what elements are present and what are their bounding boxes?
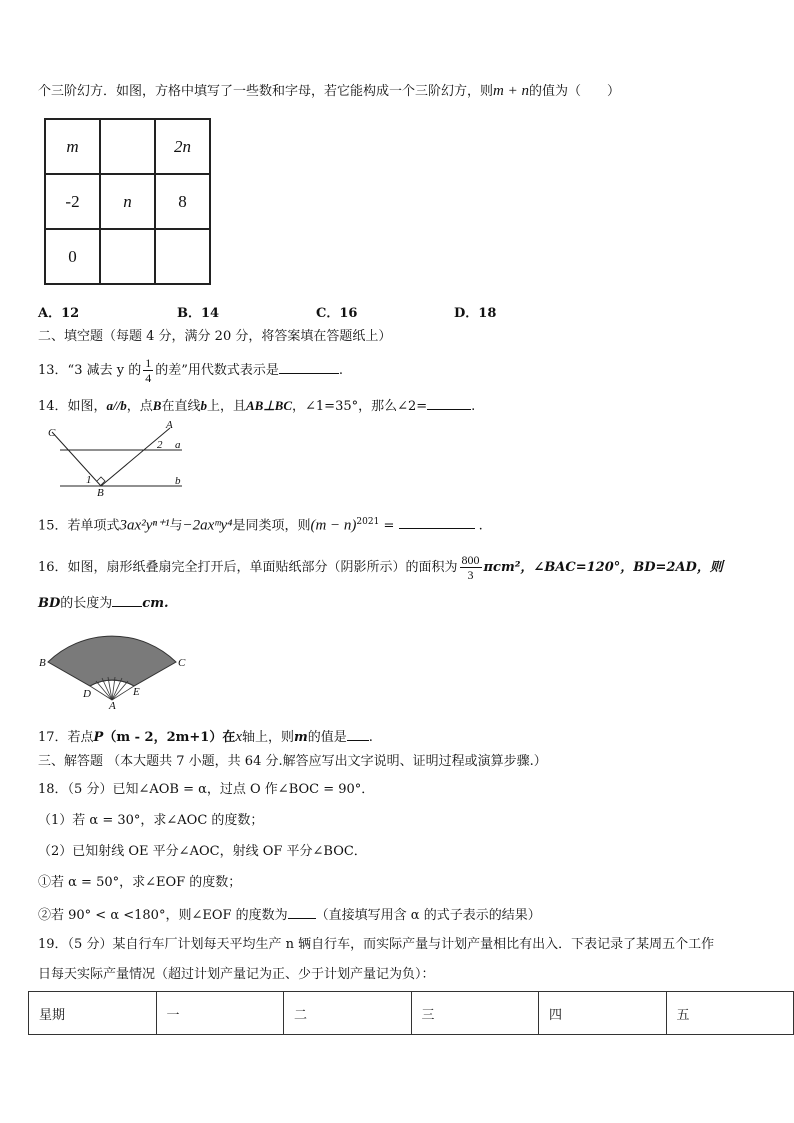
q13: 13．“3 减去 y 的 $\frac{1}{4}$ 的差”用代数式表示是 . — [38, 356, 343, 385]
q15-mid2: 是同类项，则 — [232, 518, 311, 534]
magic-cell — [100, 119, 155, 174]
q15-eq: = — [383, 518, 395, 534]
q17-point: （m - 2，2m+1）在 — [103, 730, 236, 745]
q18-line2: （1）若 α = 30°，求∠AOC 的度数； — [38, 813, 264, 828]
q18-line5a: ②若 90° < α <180°，则∠EOF 的度数为 — [38, 908, 288, 923]
q14-line-b: b — [200, 398, 207, 413]
magic-cell: m — [45, 119, 100, 174]
label-e: E — [133, 686, 140, 698]
q15-exponent: 2021 — [356, 517, 380, 527]
answer-blank — [427, 396, 471, 410]
answer-blank — [288, 905, 316, 919]
label-d: D — [83, 688, 91, 700]
option-b: B．14 — [177, 306, 220, 321]
week-table — [28, 991, 794, 1035]
label-b-point: B — [97, 487, 104, 498]
label-c: C — [48, 427, 56, 439]
label-b: B — [39, 657, 46, 669]
answer-blank — [112, 593, 142, 607]
table-cell: 星期 — [29, 992, 157, 1035]
magic-cell — [155, 229, 210, 284]
magic-cell — [100, 229, 155, 284]
table-cell: 二 — [284, 992, 412, 1035]
magic-cell: 8 — [155, 174, 210, 229]
q17-tail: 的值是 — [307, 730, 347, 745]
monomial-2: −2axᵐy⁴ — [182, 517, 233, 534]
q17: 17．若点P（m - 2，2m+1）在x轴上，则m的值是 . — [38, 729, 373, 745]
magic-square — [44, 118, 211, 285]
q14-mid4: ，∠1=35°，那么∠2= — [292, 399, 428, 414]
answer-blank — [347, 727, 369, 741]
segment-ba — [101, 428, 170, 486]
label-line-a: a — [175, 439, 181, 451]
q14-mid: ，点 — [126, 399, 153, 414]
option-d: D．18 — [454, 306, 497, 321]
q14-mid3: 上，且 — [206, 399, 246, 414]
table-cell: 三 — [411, 992, 539, 1035]
section2-heading: 二、填空题（每题 4 分，满分 20 分，将答案填在答题纸上） — [38, 329, 392, 344]
q16-pre: 16．如图，扇形纸叠扇完全打开后，单面贴纸部分（阴影所示）的面积为 — [38, 560, 458, 575]
label-a-point: A — [166, 419, 173, 431]
q19-line2: 日每天实际产量情况（超过计划产量记为正、少于计划产量记为负）： — [38, 967, 435, 982]
table-cell: 五 — [666, 992, 794, 1035]
frac-num: 1 — [145, 356, 152, 370]
q13-fraction — [143, 356, 153, 385]
label-a: A — [109, 700, 116, 710]
q16-fraction — [460, 553, 482, 582]
q17-p: P — [93, 730, 104, 745]
figure-14 — [44, 418, 194, 498]
q12-text: 个三阶幻方．如图，方格中填写了一些数和字母，若它能构成一个三阶幻方，则 — [38, 84, 494, 99]
q14-pre: 14．如图， — [38, 399, 107, 414]
q18-line4: ①若 α = 50°，求∠EOF 的度数； — [38, 875, 242, 890]
q18-line5b: （直接填写用含 α 的式子表示的结果） — [315, 908, 541, 923]
q17-m: m — [294, 730, 308, 745]
q14-mid2: 在直线 — [161, 399, 201, 414]
segment-bc — [52, 432, 101, 486]
q18-line5 — [38, 905, 541, 925]
q15-mid: 与 — [169, 518, 183, 534]
frac-num: 800 — [461, 553, 480, 567]
table-cell: 四 — [539, 992, 667, 1035]
section3-heading: 三、解答题 （本大题共 7 小题，共 64 分.解答应写出文字说明、证明过程或演算步骤.） — [38, 754, 547, 769]
q16-length-of: 的长度为 — [60, 596, 113, 611]
monomial-1: 3ax²yⁿ⁺¹ — [119, 517, 170, 534]
magic-cell: 0 — [45, 229, 100, 284]
table-cell: 一 — [156, 992, 284, 1035]
q16-bd: BD — [38, 596, 61, 611]
q16-line2 — [38, 593, 168, 613]
frac-den: 3 — [467, 568, 474, 582]
option-c: C．16 — [316, 306, 358, 321]
q19-line1: 19．（5 分）某自行车厂计划每天平均生产 n 辆自行车，而实际产量与计划产量相比有出入．下表记录了某周五个工作 — [38, 937, 715, 952]
q17-x: x — [235, 729, 242, 745]
q16-unit-cm: cm. — [142, 596, 169, 611]
magic-cell: -2 — [45, 174, 100, 229]
label-angle-1: 1 — [86, 474, 92, 486]
q15-pre: 15．若单项式 — [38, 518, 120, 534]
q12-stem — [38, 82, 620, 101]
label-angle-2: 2 — [157, 439, 163, 451]
q14-b-point: B — [152, 398, 162, 413]
frac-den: 4 — [145, 371, 152, 385]
q18-line1: 18．（5 分）已知∠AOB = α，过点 O 作∠BOC = 90°． — [38, 782, 375, 797]
option-a: A．12 — [38, 306, 80, 321]
q14: 14．如图，a//b，点B在直线b上，且AB⊥BC，∠1=35°，那么∠2= . — [38, 398, 476, 414]
magic-cell: n — [100, 174, 155, 229]
q16-unit: πcm²，∠BAC=120°，BD=2AD，则 — [483, 560, 723, 575]
shaded-region — [48, 636, 176, 686]
q17-pre: 17．若点 — [38, 730, 94, 745]
q16 — [38, 553, 723, 582]
q15-expr: (m − n) — [310, 517, 357, 534]
figure-16 — [36, 626, 196, 710]
answer-blank — [399, 515, 475, 529]
q13-post: 的差”用代数式表示是 — [155, 363, 279, 378]
q15: 15．若单项式3ax²yⁿ⁺¹与−2axᵐy⁴是同类项，则$(m - n)^{2021}$ = . — [38, 517, 483, 534]
q17-post: 轴上，则 — [242, 730, 295, 745]
q14-perp: AB⊥BC — [246, 398, 293, 413]
magic-cell: 2n — [155, 119, 210, 174]
q12-tail: 的值为（ ） — [528, 84, 620, 99]
label-line-b: b — [175, 475, 181, 487]
q13-pre: 13．“3 减去 y 的 — [38, 363, 142, 378]
q18-line3: （2）已知射线 OE 平分∠AOC，射线 OF 平分∠BOC． — [38, 844, 367, 859]
answer-blank — [279, 360, 339, 374]
label-c: C — [178, 657, 186, 669]
q12-expr: m + n — [493, 83, 529, 99]
q14-ab: a//b — [106, 398, 127, 413]
